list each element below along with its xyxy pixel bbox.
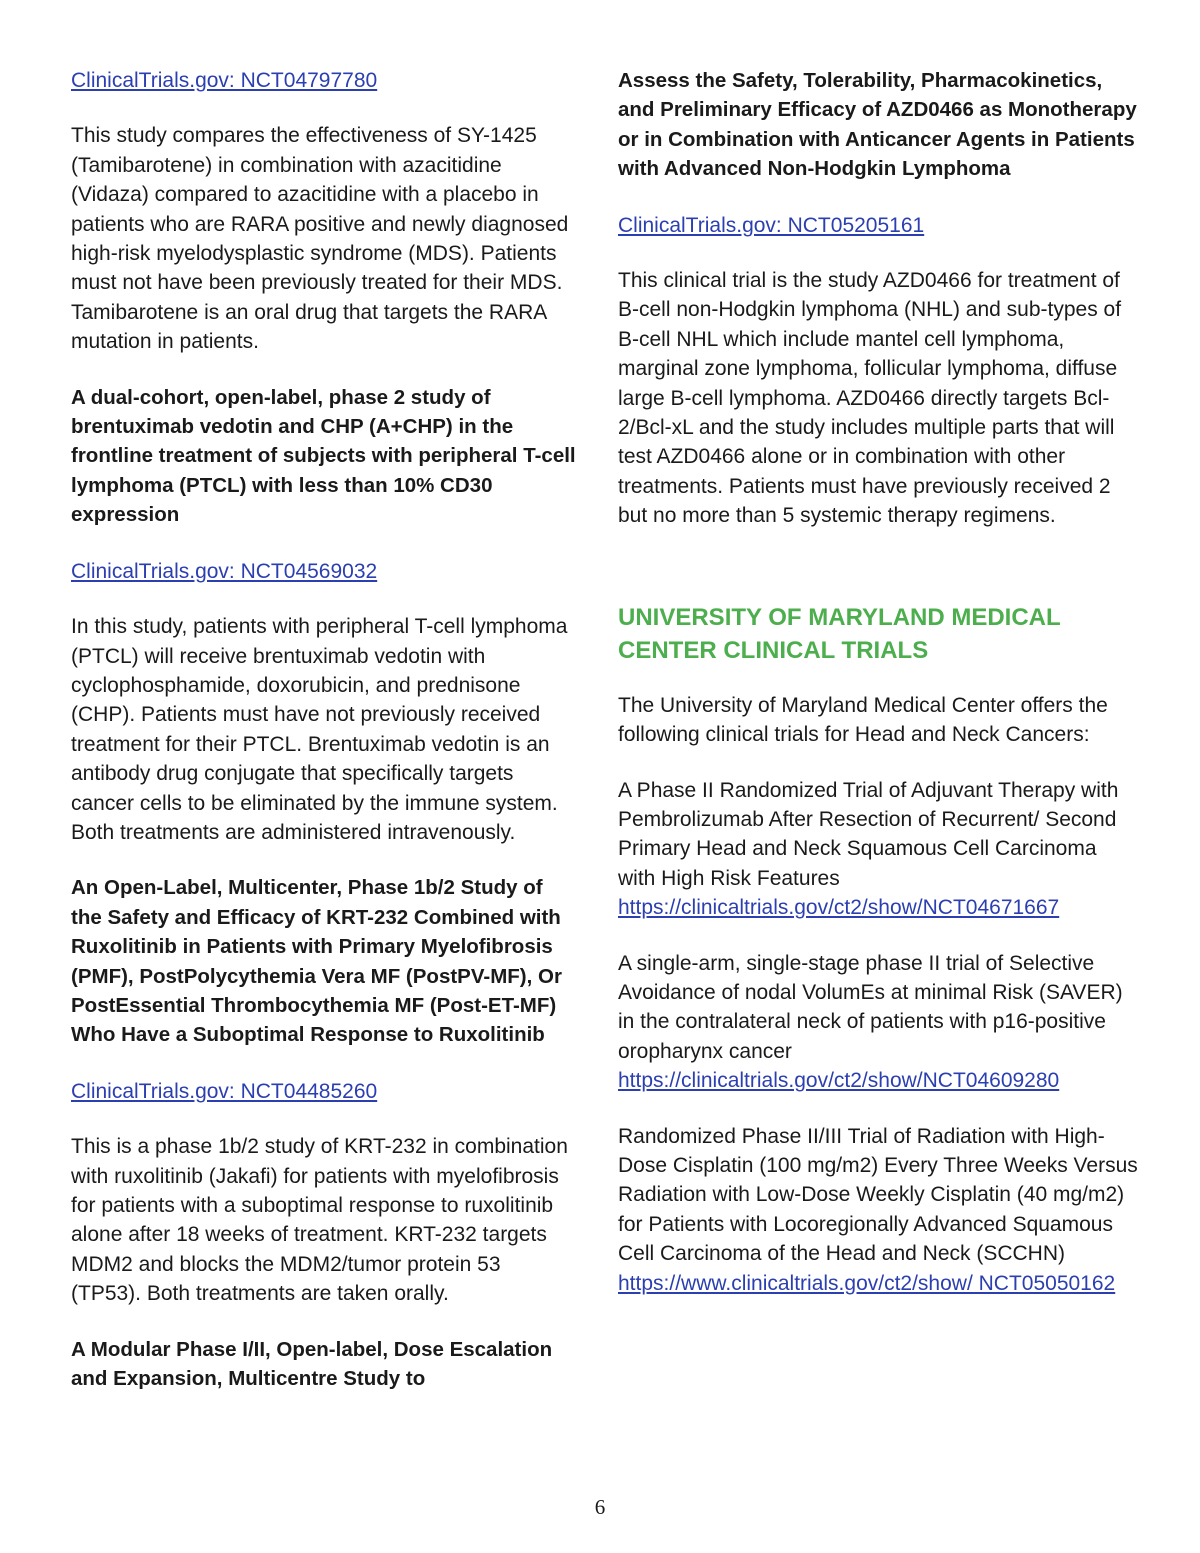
umd-trial-title: A Phase II Randomized Trial of Adjuvant Therapy with Pembrolizumab After Resection of Recurrent/ Second Primary Head and Neck Squamous Cell Carcinoma with High Risk Features — [618, 778, 1119, 890]
umd-trial-url[interactable]: https://clinicaltrials.gov/ct2/show/NCT04671667 — [618, 896, 1060, 920]
trial-link-nct04569032[interactable]: ClinicalTrials.gov: NCT04569032 — [71, 559, 378, 583]
trial-description-azd0466: This clinical trial is the study AZD0466 for treatment of B-cell non-Hodgkin lymphoma (NHL) and sub-types of B-cell NHL which include mantel cell lymphoma, marginal zone lymphoma, follicular lymphoma, diffuse large B-cell lymphoma. AZD0466 directly targets Bcl-2/Bcl-xL and the study includes multiple parts that will test AZD0466 alone or in combination with other treatments. Patients must have previously received 2 but no more than 5 systemic therapy regimens. — [618, 269, 1122, 528]
section-intro: The University of Maryland Medical Center offers the following clinical trials for Head and Neck Cancers: — [618, 693, 1108, 747]
left-column — [71, 66, 576, 1420]
umd-trial-title: A single-arm, single-stage phase II trial of Selective Avoidance of nodal VolumEs at minimal Risk (SAVER) in the contralateral neck of patients with p16-positive oropharynx cancer — [618, 951, 1123, 1063]
trial-description-sy1425: This study compares the effectiveness of SY-1425 (Tamibarotene) in combination with azacitidine (Vidaza) compared to azacitidine with a placebo in patients who are RARA positive and newly diagnosed high-risk myelodysplastic syndrome (MDS). Patients must not have been previously treated for their MDS. Tamibarotene is an oral drug that targets the RARA mutation in patients. — [71, 124, 569, 354]
trial-link-nct04485260[interactable]: ClinicalTrials.gov: NCT04485260 — [71, 1079, 378, 1103]
section-title-umd: UNIVERSITY OF MARYLAND MEDICAL CENTER CLINICAL TRIALS — [618, 603, 1061, 664]
umd-trial-url[interactable]: https://clinicaltrials.gov/ct2/show/NCT04609280 — [618, 1069, 1060, 1093]
umd-trial-item — [618, 949, 1138, 1096]
trial-heading-azd0466-continued: Assess the Safety, Tolerability, Pharmacokinetics, and Preliminary Efficacy of AZD0466 as Monotherapy or in Combination with Anticancer Agents in Patients with Advanced Non-Hodgkin Lymphoma — [618, 69, 1137, 181]
trial-description-ptcl: In this study, patients with peripheral T-cell lymphoma (PTCL) will receive brentuximab vedotin with cyclophosphamide, doxorubicin, and prednisone (CHP). Patients must have not previously received treatment for their PTCL. Brentuximab vedotin is an antibody drug conjugate that specifically targets cancer cells to be eliminated by the immune system. Both treatments are administered intravenously. — [71, 615, 568, 844]
trial-link-nct05205161[interactable]: ClinicalTrials.gov: NCT05205161 — [618, 213, 925, 237]
trial-heading-krt232: An Open-Label, Multicenter, Phase 1b/2 Study of the Safety and Efficacy of KRT-232 Combined with Ruxolitinib in Patients with Primary Myelofibrosis (PMF), PostPolycythemia Vera MF (PostPV-MF), Or PostEssential Thrombocythemia MF (Post-ET-MF) Who Have a Suboptimal Response to Ruxolitinib — [71, 876, 562, 1047]
umd-trial-url[interactable]: https://www.clinicaltrials.gov/ct2/show/ NCT05050162 — [618, 1271, 1116, 1295]
trial-heading-azd0466: A Modular Phase I/II, Open-label, Dose Escalation and Expansion, Multicentre Study to — [71, 1337, 553, 1391]
trial-heading-brentuximab: A dual-cohort, open-label, phase 2 study of brentuximab vedotin and CHP (A+CHP) in the frontline treatment of subjects with peripheral T-cell lymphoma (PTCL) with less than 10% CD30 expression — [71, 385, 576, 527]
umd-trial-item — [618, 1122, 1138, 1298]
umd-trial-title: Randomized Phase II/III Trial of Radiation with High-Dose Cisplatin (100 mg/m2) Every Three Weeks Versus Radiation with Low-Dose Weekly Cisplatin (40 mg/m2) for Patients with Locoregionally Advanced Squamous Cell Carcinoma of the Head and Neck (SCCHN) — [618, 1124, 1138, 1266]
right-column — [618, 66, 1138, 1324]
trial-link-nct04797780[interactable]: ClinicalTrials.gov: NCT04797780 — [71, 69, 378, 92]
page-number: 6 — [594, 1495, 606, 1519]
trial-description-krt232: This is a phase 1b/2 study of KRT-232 in combination with ruxolitinib (Jakafi) for patients with myelofibrosis for patients with a suboptimal response to ruxolitinib alone after 18 weeks of treatment. KRT-232 targets MDM2 and blocks the MDM2/tumor protein 53 (TP53). Both treatments are taken orally. — [71, 1135, 568, 1306]
umd-trial-item — [618, 776, 1138, 923]
